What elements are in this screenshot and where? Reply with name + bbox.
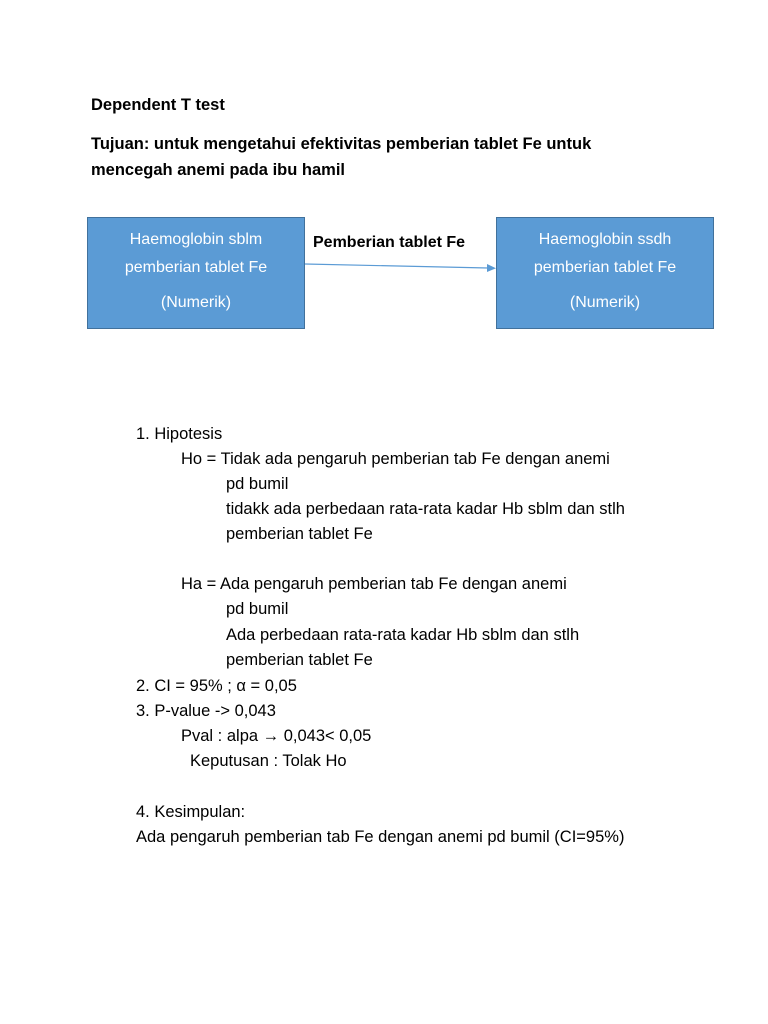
conclusion-text: Ada pengaruh pemberian tab Fe dengan anemi pd bumil (CI=95%) <box>136 828 625 846</box>
ha-line-4: pemberian tablet Fe <box>226 651 373 669</box>
hb-before-line-2: pemberian tablet Fe <box>124 259 268 276</box>
ho-line-3: tidakk ada perbedaan rata-rata kadar Hb sblm dan stlh <box>226 500 625 518</box>
hb-after-line-1: Haemoglobin ssdh <box>538 231 672 248</box>
ho-line-2: pd bumil <box>226 475 289 493</box>
p-value: 3. P-value -> 0,043 <box>136 702 276 720</box>
ha-line-3: Ada perbedaan rata-rata kadar Hb sblm dan stlh <box>226 626 580 644</box>
decision: Keputusan : Tolak Ho <box>190 752 347 770</box>
hb-after-type: (Numerik) <box>569 294 641 311</box>
pval-alpha-comparison: Pval : alpa → 0,043< 0,05 <box>181 727 372 745</box>
document-title: Dependent T test <box>91 96 225 114</box>
confidence-interval: 2. CI = 95% ; α = 0,05 <box>136 677 297 695</box>
hypothesis-heading: 1. Hipotesis <box>136 425 223 443</box>
research-aim <box>91 131 691 183</box>
hb-after-box <box>496 217 714 329</box>
hb-before-type: (Numerik) <box>160 294 232 311</box>
research-aim-line-2: mencegah anemi pada ibu hamil <box>91 161 345 179</box>
hb-before-box <box>87 217 305 329</box>
ha-line-2: pd bumil <box>226 600 289 618</box>
hb-after-line-2: pemberian tablet Fe <box>533 259 677 276</box>
ha-line-1: Ha = Ada pengaruh pemberian tab Fe dengan anemi <box>181 575 567 593</box>
hb-before-line-1: Haemoglobin sblm <box>129 231 263 248</box>
conclusion-heading: 4. Kesimpulan: <box>136 803 246 821</box>
intervention-arrow <box>305 255 497 275</box>
ho-line-1: Ho = Tidak ada pengaruh pemberian tab Fe dengan anemi <box>181 450 610 468</box>
ho-line-4: pemberian tablet Fe <box>226 525 373 543</box>
research-aim-line-1: Tujuan: untuk mengetahui efektivitas pemberian tablet Fe untuk <box>91 135 592 153</box>
intervention-label: Pemberian tablet Fe <box>313 234 466 251</box>
